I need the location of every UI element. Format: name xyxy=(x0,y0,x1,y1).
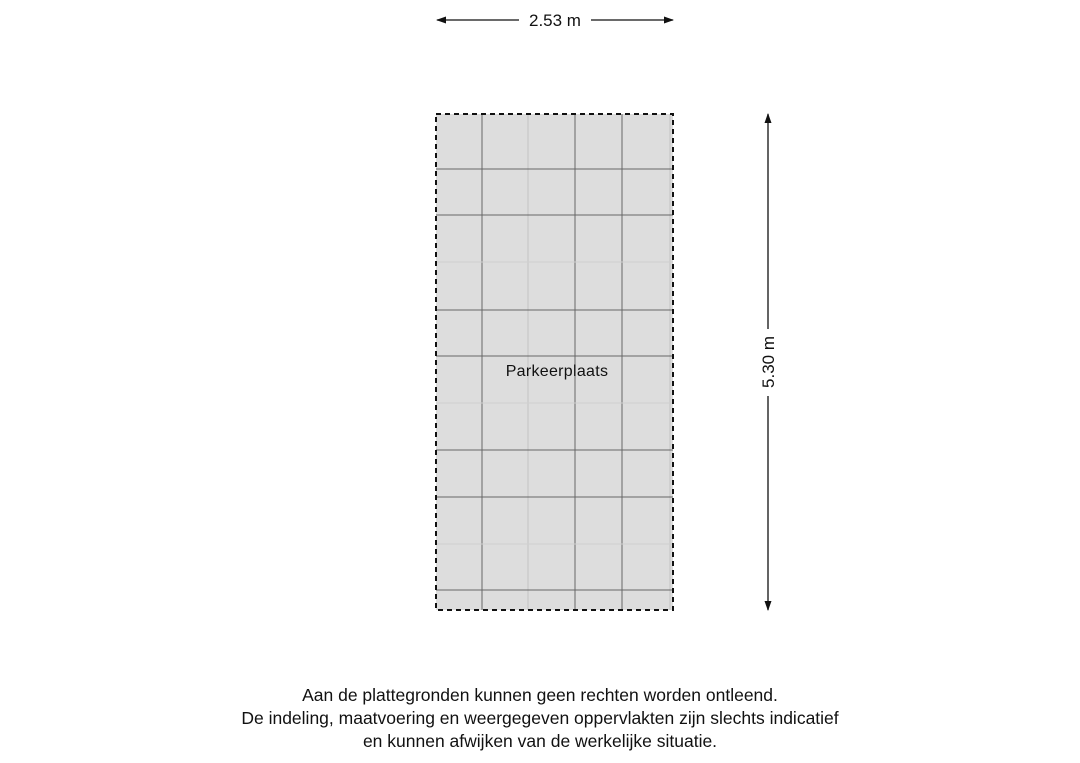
disclaimer-line-2: De indeling, maatvoering en weergegeven oppervlakten zijn slechts indicatief xyxy=(241,708,839,728)
width-dimension-label: 2.53 m xyxy=(529,11,581,30)
room-label: Parkeerplaats xyxy=(505,363,609,380)
disclaimer xyxy=(0,684,1080,753)
height-dimension-label: 5.30 m xyxy=(759,336,778,388)
parking-space-area xyxy=(436,114,673,610)
disclaimer-line-3: en kunnen afwijken van de werkelijke situatie. xyxy=(362,731,718,751)
disclaimer-line-1: Aan de plattegronden kunnen geen rechten worden ontleend. xyxy=(302,685,778,705)
